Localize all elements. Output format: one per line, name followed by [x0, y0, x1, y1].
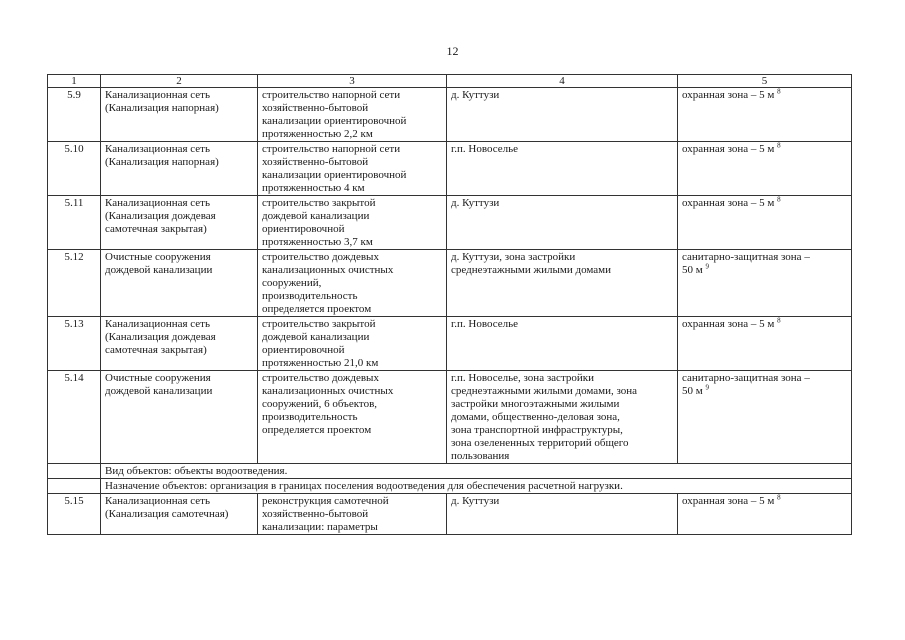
description-cell	[258, 317, 447, 371]
cell-line: (Канализация дождевая	[105, 331, 216, 343]
object-name-cell	[101, 494, 258, 535]
zone-text: охранная зона – 5 м	[682, 197, 775, 209]
cell-line: Канализационная сеть	[105, 197, 211, 209]
section-purpose-text: Назначение объектов: организация в границах поселения водоотведения для обеспечения расчетной нагрузки.	[101, 479, 852, 494]
location-cell	[447, 142, 678, 196]
header-cell: 1	[48, 75, 101, 88]
objects-table	[47, 74, 852, 535]
description-cell	[258, 196, 447, 250]
cell-line: протяженностью 21,0 км	[262, 357, 379, 369]
cell-line: хозяйственно-бытовой	[262, 508, 369, 520]
section-row	[48, 479, 852, 494]
table-row	[48, 142, 852, 196]
cell-line: сооружений, 6 объектов,	[262, 398, 378, 410]
footnote-marker: 8	[777, 141, 781, 150]
zone-text: 50 м	[682, 385, 703, 397]
cell-line: Канализационная сеть	[105, 318, 211, 330]
cell-line	[682, 264, 847, 277]
row-number: 5.11	[48, 196, 101, 250]
location-cell	[447, 250, 678, 317]
footnote-marker: 8	[777, 316, 781, 325]
cell-line: производительность	[262, 411, 358, 423]
cell-line: пользования	[451, 450, 510, 462]
cell-line: Очистные сооружения	[105, 251, 211, 263]
cell-line: строительство закрытой	[262, 197, 376, 209]
header-cell: 3	[258, 75, 447, 88]
cell-line: строительство дождевых	[262, 372, 379, 384]
cell-line: г.п. Новоселье	[451, 143, 519, 155]
cell-line: д. Куттузи	[451, 495, 500, 507]
header-cell: 4	[447, 75, 678, 88]
cell-line: канализации ориентировочной	[262, 169, 407, 181]
cell-line: канализации ориентировочной	[262, 115, 407, 127]
cell-line: строительство дождевых	[262, 251, 379, 263]
cell-line: сооружений,	[262, 277, 322, 289]
footnote-marker: 9	[705, 383, 709, 392]
cell-line: протяженностью 4 км	[262, 182, 365, 194]
cell-line: производительность	[262, 290, 358, 302]
row-number: 5.12	[48, 250, 101, 317]
header-cell: 5	[678, 75, 852, 88]
page-number: 12	[446, 44, 459, 58]
table-row	[48, 196, 852, 250]
object-name-cell	[101, 88, 258, 142]
zone-text: охранная зона – 5 м	[682, 89, 775, 101]
row-number: 5.14	[48, 371, 101, 464]
object-name-cell	[101, 250, 258, 317]
location-cell	[447, 371, 678, 464]
zone-cell	[678, 142, 852, 196]
cell-line: санитарно-защитная зона –	[682, 372, 810, 384]
cell-line: канализационных очистных	[262, 385, 394, 397]
cell-line: д. Куттузи	[451, 197, 500, 209]
cell-line: Канализационная сеть	[105, 495, 211, 507]
table-row	[48, 250, 852, 317]
cell-line: зона озелененных территорий общего	[451, 437, 629, 449]
zone-cell	[678, 196, 852, 250]
cell-line: Канализационная сеть	[105, 143, 211, 155]
table-row	[48, 371, 852, 464]
section-type-text: Вид объектов: объекты водоотведения.	[101, 464, 852, 479]
cell-line: (Канализация самотечная)	[105, 508, 229, 520]
header-cell: 2	[101, 75, 258, 88]
object-name-cell	[101, 317, 258, 371]
cell-line: реконструкция самотечной	[262, 495, 389, 507]
row-number: 5.10	[48, 142, 101, 196]
cell-line: ориентировочной	[262, 344, 345, 356]
zone-text: 50 м	[682, 264, 703, 276]
zone-text: охранная зона – 5 м	[682, 318, 775, 330]
cell-line: (Канализация напорная)	[105, 156, 219, 168]
footnote-marker: 9	[705, 262, 709, 271]
cell-line: строительство закрытой	[262, 318, 376, 330]
object-name-cell	[101, 142, 258, 196]
row-number: 5.13	[48, 317, 101, 371]
row-number: 5.15	[48, 494, 101, 535]
cell-line	[682, 89, 847, 102]
cell-line: г.п. Новоселье, зона застройки	[451, 372, 594, 384]
cell-line: строительство напорной сети	[262, 89, 401, 101]
cell-line: домами, общественно-деловая зона,	[451, 411, 620, 423]
description-cell	[258, 88, 447, 142]
cell-line: строительство напорной сети	[262, 143, 401, 155]
header-row	[48, 75, 852, 88]
cell-line: определяется проектом	[262, 303, 372, 315]
zone-text: охранная зона – 5 м	[682, 495, 775, 507]
cell-line: ориентировочной	[262, 223, 345, 235]
cell-line: дождевой канализации	[262, 331, 370, 343]
cell-line	[682, 385, 847, 398]
cell-line: (Канализация дождевая	[105, 210, 216, 222]
cell-line: д. Куттузи	[451, 89, 500, 101]
cell-line: санитарно-защитная зона –	[682, 251, 810, 263]
footnote-marker: 8	[777, 87, 781, 96]
row-number: 5.9	[48, 88, 101, 142]
cell-line: канализации: параметры	[262, 521, 378, 533]
cell-line: (Канализация напорная)	[105, 102, 219, 114]
description-cell	[258, 142, 447, 196]
cell-line: дождевой канализации	[262, 210, 370, 222]
cell-line: хозяйственно-бытовой	[262, 102, 369, 114]
description-cell	[258, 250, 447, 317]
table-row	[48, 88, 852, 142]
cell-line: протяженностью 3,7 км	[262, 236, 373, 248]
location-cell	[447, 196, 678, 250]
cell-line: канализационных очистных	[262, 264, 394, 276]
cell-line	[682, 495, 847, 508]
cell-line: Канализационная сеть	[105, 89, 211, 101]
description-cell	[258, 494, 447, 535]
cell-line: дождевой канализации	[105, 385, 213, 397]
description-cell	[258, 371, 447, 464]
object-name-cell	[101, 196, 258, 250]
section-row	[48, 464, 852, 479]
cell-line	[682, 143, 847, 156]
cell-line: среднеэтажными жилыми домами	[451, 264, 611, 276]
zone-cell	[678, 317, 852, 371]
cell-line: определяется проектом	[262, 424, 372, 436]
cell-line: хозяйственно-бытовой	[262, 156, 369, 168]
cell-line: г.п. Новоселье	[451, 318, 519, 330]
table-row	[48, 317, 852, 371]
cell-line: застройки многоэтажными жилыми	[451, 398, 620, 410]
zone-cell	[678, 88, 852, 142]
cell-line: д. Куттузи, зона застройки	[451, 251, 576, 263]
object-name-cell	[101, 371, 258, 464]
zone-text: охранная зона – 5 м	[682, 143, 775, 155]
zone-cell	[678, 371, 852, 464]
cell-line: самотечная закрытая)	[105, 223, 207, 235]
cell-line: протяженностью 2,2 км	[262, 128, 373, 140]
cell-line	[682, 318, 847, 331]
table-row	[48, 494, 852, 535]
cell-line: дождевой канализации	[105, 264, 213, 276]
cell-line: зона транспортной инфраструктуры,	[451, 424, 623, 436]
location-cell	[447, 494, 678, 535]
cell-line	[682, 197, 847, 210]
cell-line: Очистные сооружения	[105, 372, 211, 384]
footnote-marker: 8	[777, 195, 781, 204]
cell-line: самотечная закрытая)	[105, 344, 207, 356]
location-cell	[447, 317, 678, 371]
footnote-marker: 8	[777, 493, 781, 502]
location-cell	[447, 88, 678, 142]
cell-line: среднеэтажными жилыми домами, зона	[451, 385, 638, 397]
zone-cell	[678, 494, 852, 535]
zone-cell	[678, 250, 852, 317]
